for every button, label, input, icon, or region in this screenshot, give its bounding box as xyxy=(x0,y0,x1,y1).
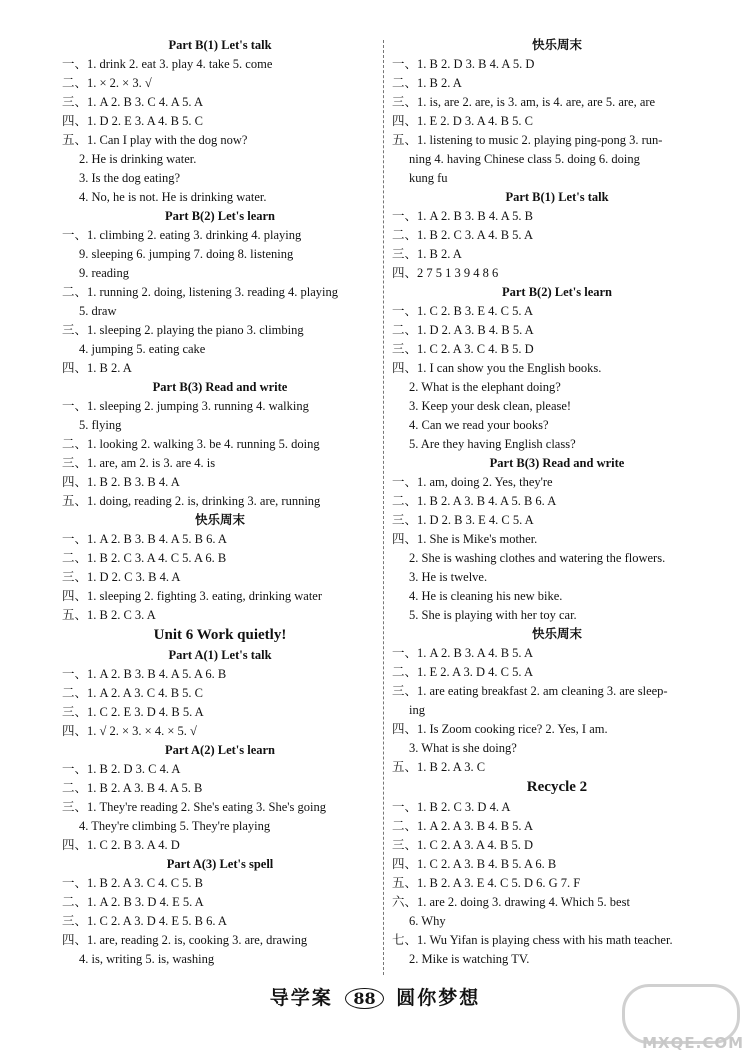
page-number: 88 xyxy=(345,988,383,1009)
answer-line: 四、1. C 2. A 3. B 4. B 5. A 6. B xyxy=(392,857,557,871)
answer-line: 三、1. C 2. A 3. C 4. B 5. D xyxy=(392,342,534,356)
answer-line: 一、1. drink 2. eat 3. play 4. take 5. come xyxy=(62,57,273,71)
section-heading: Part A(2) Let's learn xyxy=(164,743,276,757)
answer-line: 四、1. are, reading 2. is, cooking 3. are, drawing xyxy=(62,933,308,947)
answer-line: 三、1. C 2. A 3. A 4. B 5. D xyxy=(392,838,533,852)
answer-line: 三、1. C 2. A 3. D 4. E 5. B 6. A xyxy=(62,914,227,928)
answer-line: 五、1. Can I play with the dog now? xyxy=(62,133,248,147)
answer-line: 三、1. A 2. B 3. C 4. A 5. A xyxy=(62,95,203,109)
section-heading: Part A(1) Let's talk xyxy=(168,648,272,662)
answer-line: 5. flying xyxy=(79,418,122,432)
answer-line: 四、1. Is Zoom cooking rice? 2. Yes, I am. xyxy=(392,722,608,736)
answer-line: 5. draw xyxy=(79,304,117,318)
answer-line: 4. jumping 5. eating cake xyxy=(79,342,206,356)
section-heading: Part B(3) Read and write xyxy=(489,456,625,470)
answer-line: 一、1. sleeping 2. jumping 3. running 4. walking xyxy=(62,399,309,413)
answer-line: 四、1. √ 2. × 3. × 4. × 5. √ xyxy=(62,724,197,738)
answer-line: 一、1. A 2. B 3. A 4. B 5. A xyxy=(392,646,533,660)
answer-line: 二、1. running 2. doing, listening 3. reading 4. playing xyxy=(62,285,339,299)
answer-line: 五、1. listening to music 2. playing ping-pong 3. run- xyxy=(392,133,663,147)
answer-line: 四、1. D 2. E 3. A 4. B 5. C xyxy=(62,114,203,128)
answer-line: 2. He is drinking water. xyxy=(79,152,197,166)
answer-line: 二、1. A 2. B 3. D 4. E 5. A xyxy=(62,895,204,909)
answer-line: 6. Why xyxy=(409,914,446,928)
answer-line: 四、1. She is Mike's mother. xyxy=(392,532,538,546)
column-divider xyxy=(383,40,384,975)
section-heading: 快乐周末 xyxy=(531,627,582,641)
answer-line: 3. He is twelve. xyxy=(409,570,488,584)
footer-brand: 导学案 xyxy=(269,987,333,1009)
answer-line: 一、1. C 2. B 3. E 4. C 5. A xyxy=(392,304,533,318)
section-heading: Part A(3) Let's spell xyxy=(166,857,274,871)
answer-line: 四、1. C 2. B 3. A 4. D xyxy=(62,838,180,852)
answer-line: 一、1. climbing 2. eating 3. drinking 4. playing xyxy=(62,228,302,242)
answer-line: 二、1. B 2. A 3. B 4. A 5. B 6. A xyxy=(392,494,557,508)
answer-line: 二、1. B 2. A xyxy=(392,76,462,90)
answer-line: 二、1. looking 2. walking 3. be 4. running 5. doing xyxy=(62,437,320,451)
section-heading: Part B(3) Read and write xyxy=(152,380,288,394)
answer-line: 七、1. Wu Yifan is playing chess with his math teacher. xyxy=(392,933,673,947)
answer-line: 四、1. sleeping 2. fighting 3. eating, drinking water xyxy=(62,589,323,603)
answer-line: 2. Mike is watching TV. xyxy=(409,952,530,966)
answer-line: 9. reading xyxy=(79,266,129,280)
answer-line: 五、1. doing, reading 2. is, drinking 3. are, running xyxy=(62,494,321,508)
answer-line: 三、1. sleeping 2. playing the piano 3. climbing xyxy=(62,323,304,337)
answer-line: 一、1. B 2. D 3. C 4. A xyxy=(62,762,181,776)
answer-line: kung fu xyxy=(409,171,448,185)
answer-line: 二、1. A 2. A 3. B 4. B 5. A xyxy=(392,819,533,833)
answer-line: 二、1. B 2. A 3. B 4. A 5. B xyxy=(62,781,203,795)
watermark-logo xyxy=(610,980,750,1056)
left-column xyxy=(62,36,378,969)
answer-line: 三、1. They're reading 2. She's eating 3. She's going xyxy=(62,800,327,814)
answer-line: 一、1. B 2. A 3. C 4. C 5. B xyxy=(62,876,203,890)
answer-line: 五、1. B 2. A 3. E 4. C 5. D 6. G 7. F xyxy=(392,876,581,890)
section-heading: Part B(2) Let's learn xyxy=(164,209,276,223)
section-heading: Recycle 2 xyxy=(526,779,588,795)
answer-line: 三、1. are eating breakfast 2. am cleaning 3. are sleep- xyxy=(392,684,668,698)
answer-line: 2. What is the elephant doing? xyxy=(409,380,561,394)
answer-line: 三、1. B 2. A xyxy=(392,247,462,261)
section-heading: Part B(1) Let's talk xyxy=(168,38,272,52)
section-heading: 快乐周末 xyxy=(531,38,582,52)
answer-line: 五、1. B 2. C 3. A xyxy=(62,608,156,622)
answer-line: 三、1. is, are 2. are, is 3. am, is 4. are, are 5. are, are xyxy=(392,95,656,109)
answer-line: 4. is, writing 5. is, washing xyxy=(79,952,215,966)
section-heading: Part B(2) Let's learn xyxy=(501,285,613,299)
answer-line: 5. Are they having English class? xyxy=(409,437,576,451)
answer-line: 一、1. am, doing 2. Yes, they're xyxy=(392,475,553,489)
section-heading: Part B(1) Let's talk xyxy=(505,190,609,204)
answer-line: 9. sleeping 6. jumping 7. doing 8. listening xyxy=(79,247,294,261)
answer-line: 5. She is playing with her toy car. xyxy=(409,608,577,622)
answer-line: 一、1. A 2. B 3. B 4. A 5. B 6. A xyxy=(62,532,227,546)
watermark-text: MXQE.COM xyxy=(642,1034,744,1052)
answer-line: 四、1. E 2. D 3. A 4. B 5. C xyxy=(392,114,533,128)
answer-line: 一、1. B 2. D 3. B 4. A 5. D xyxy=(392,57,535,71)
answer-line: 一、1. A 2. B 3. B 4. A 5. B xyxy=(392,209,533,223)
answer-line: 二、1. A 2. A 3. C 4. B 5. C xyxy=(62,686,203,700)
answer-line: 3. What is she doing? xyxy=(409,741,517,755)
answer-line: 二、1. D 2. A 3. B 4. B 5. A xyxy=(392,323,534,337)
answer-line: ning 4. having Chinese class 5. doing 6. doing xyxy=(409,152,640,166)
answer-line: 3. Is the dog eating? xyxy=(79,171,181,185)
answer-line: 三、1. D 2. B 3. E 4. C 5. A xyxy=(392,513,534,527)
answer-line: 三、1. C 2. E 3. D 4. B 5. A xyxy=(62,705,204,719)
answer-line: 四、1. B 2. B 3. B 4. A xyxy=(62,475,180,489)
section-heading: Unit 6 Work quietly! xyxy=(153,627,287,643)
answer-line: 四、1. B 2. A xyxy=(62,361,132,375)
answer-line: 二、1. E 2. A 3. D 4. C 5. A xyxy=(392,665,533,679)
answer-line: 4. They're climbing 5. They're playing xyxy=(79,819,271,833)
answer-line: ing xyxy=(409,703,425,717)
answer-line: 4. Can we read your books? xyxy=(409,418,549,432)
answer-line: 二、1. B 2. C 3. A 4. B 5. A xyxy=(392,228,533,242)
footer-slogan: 圆你梦想 xyxy=(396,987,481,1009)
answer-line: 六、1. are 2. doing 3. drawing 4. Which 5. best xyxy=(392,895,630,909)
answer-line: 3. Keep your desk clean, please! xyxy=(409,399,572,413)
right-column xyxy=(392,36,722,969)
answer-line: 二、1. × 2. × 3. √ xyxy=(62,76,152,90)
answer-line: 2. She is washing clothes and watering the flowers. xyxy=(409,551,666,565)
answer-line: 二、1. B 2. C 3. A 4. C 5. A 6. B xyxy=(62,551,227,565)
answer-line: 三、1. D 2. C 3. B 4. A xyxy=(62,570,181,584)
answer-line: 五、1. B 2. A 3. C xyxy=(392,760,486,774)
answer-line: 4. No, he is not. He is drinking water. xyxy=(79,190,267,204)
answer-line: 三、1. are, am 2. is 3. are 4. is xyxy=(62,456,216,470)
answer-line: 四、1. I can show you the English books. xyxy=(392,361,602,375)
answer-line: 四、2 7 5 1 3 9 4 8 6 xyxy=(392,266,499,280)
section-heading: 快乐周末 xyxy=(194,513,245,527)
answer-line: 4. He is cleaning his new bike. xyxy=(409,589,563,603)
answer-line: 一、1. B 2. C 3. D 4. A xyxy=(392,800,511,814)
answer-line: 一、1. A 2. B 3. B 4. A 5. A 6. B xyxy=(62,667,227,681)
